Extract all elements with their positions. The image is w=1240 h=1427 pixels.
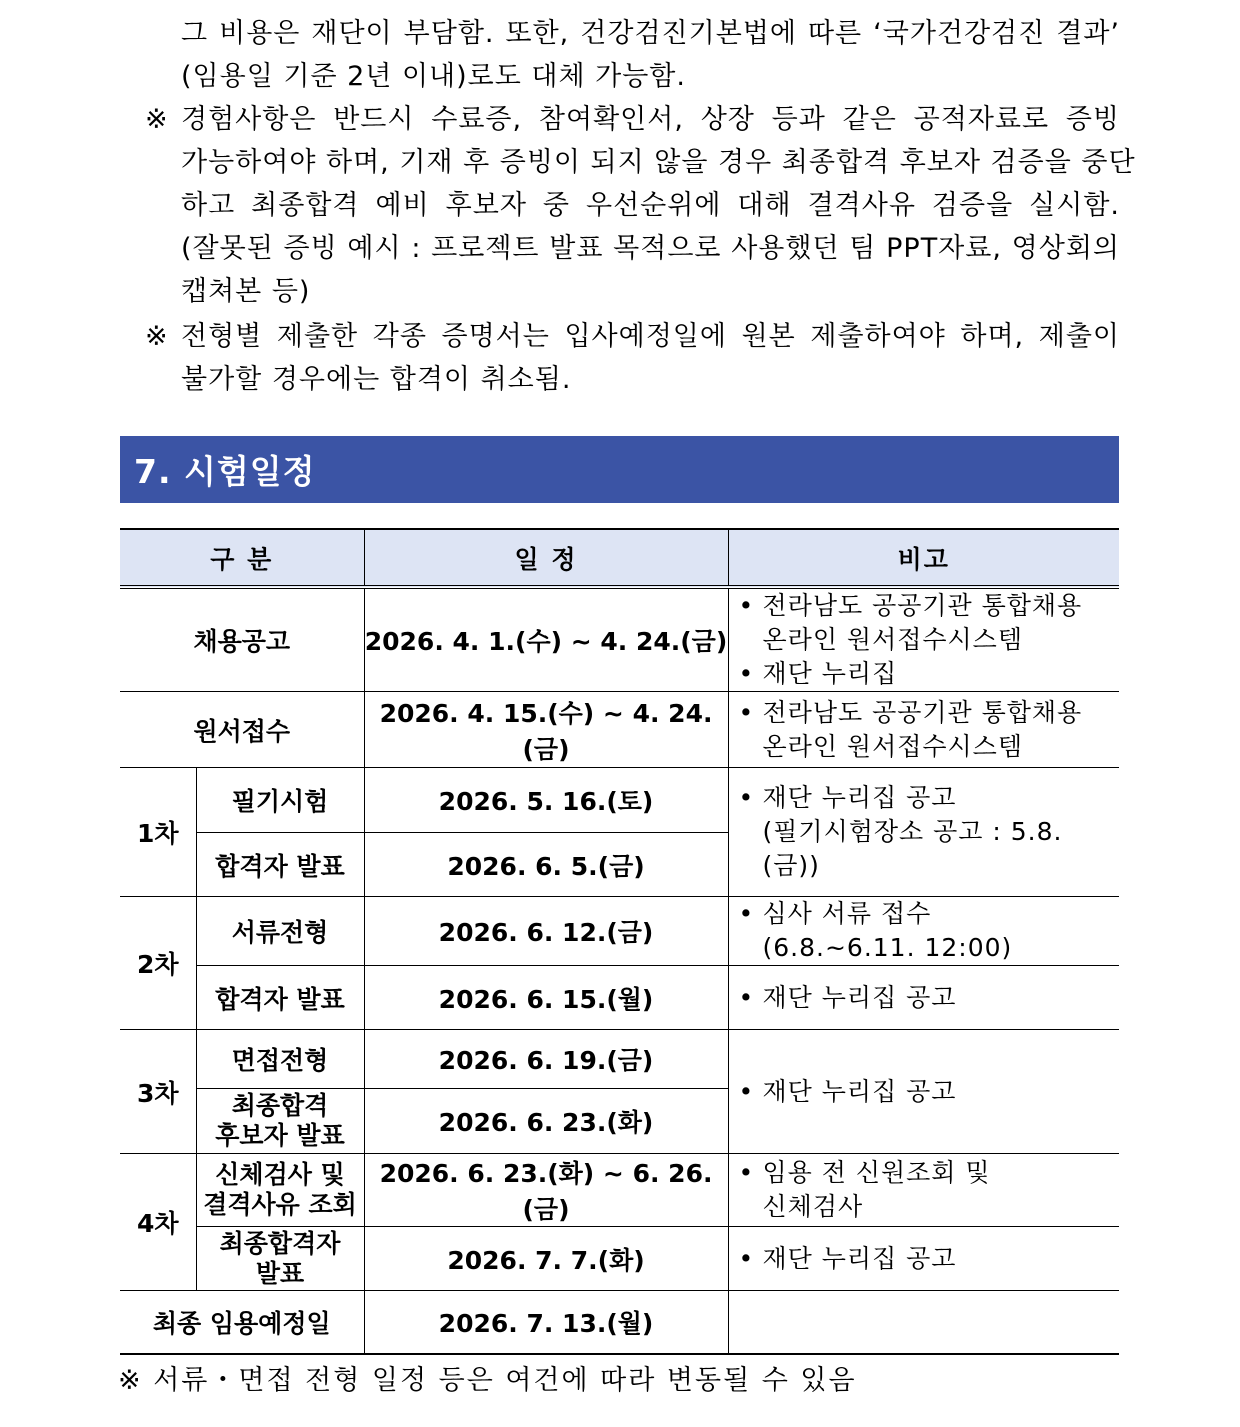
row-label: 면접전형 xyxy=(196,1030,364,1089)
row-label: 합격자 발표 xyxy=(196,966,364,1030)
row-label xyxy=(196,1089,364,1154)
note-line: (잘못된 증빙 예시 : 프로젝트 발표 목적으로 사용했던 팀 PPT자료, 영상회의 xyxy=(181,233,1120,264)
row-label xyxy=(196,1154,364,1227)
note-continuation: 신체검사 xyxy=(762,1192,864,1221)
note-bullet: • 재단 누리집 공고 xyxy=(739,781,1120,815)
note-line: 그 비용은 재단이 부담함. 또한, 건강검진기본법에 따른 ‘국가건강검진 결과’ xyxy=(181,18,1120,49)
row-label: 합격자 발표 xyxy=(196,833,364,897)
row-date: 2026. 7. 13.(월) xyxy=(364,1291,728,1354)
row-label: 서류전형 xyxy=(196,897,364,966)
row-date: 2026. 6. 19.(금) xyxy=(364,1030,728,1089)
note-bullet: • 임용 전 신원조회 및 xyxy=(739,1156,1120,1190)
header-remarks: 비고 xyxy=(728,529,1119,587)
schedule-table xyxy=(120,528,1119,1355)
stage-label: 1차 xyxy=(120,768,196,897)
stage-label: 4차 xyxy=(120,1154,196,1291)
note-paragraph-1 xyxy=(145,12,1120,98)
row-note xyxy=(728,1030,1119,1154)
row-date: 2026. 5. 16.(토) xyxy=(364,768,728,833)
row-label-line: 신체검사 및 xyxy=(215,1160,345,1189)
row-label-line: 최종합격 xyxy=(231,1091,329,1120)
note-continuation: (필기시험장소 공고 : 5.8.(금)) xyxy=(762,817,1063,880)
row-date: 2026. 4. 1.(수) ~ 4. 24.(금) xyxy=(364,587,728,692)
row-note xyxy=(728,587,1119,692)
note-line: (임용일 기준 2년 이내)로도 대체 가능함. xyxy=(181,61,686,92)
row-note xyxy=(728,897,1119,966)
note-continuation: 온라인 원서접수시스템 xyxy=(762,625,1023,654)
header-category: 구 분 xyxy=(120,529,364,587)
row-date: 2026. 6. 5.(금) xyxy=(364,833,728,897)
stage-label: 3차 xyxy=(120,1030,196,1154)
section-title: 7. 시험일정 xyxy=(134,452,316,491)
table-row xyxy=(120,1291,1119,1354)
note-paragraph-3 xyxy=(145,315,1120,401)
row-note xyxy=(728,692,1119,768)
table-row xyxy=(120,768,1119,833)
note-line: 전형별 제출한 각종 증명서는 입사예정일에 원본 제출하여야 하며, 제출이 xyxy=(181,321,1120,352)
stage-label: 2차 xyxy=(120,897,196,1030)
row-date: 2026. 6. 23.(화) ~ 6. 26.(금) xyxy=(364,1154,728,1227)
row-date: 2026. 6. 12.(금) xyxy=(364,897,728,966)
note-paragraph-2 xyxy=(145,98,1136,313)
table-row xyxy=(120,897,1119,966)
row-label xyxy=(196,1227,364,1291)
note-bullet: • 심사 서류 접수 xyxy=(739,897,1120,931)
row-note-empty xyxy=(728,1291,1119,1354)
note-line: 가능하여야 하며, 기재 후 증빙이 되지 않을 경우 최종합격 후보자 검증을 중단 xyxy=(181,147,1136,178)
row-note xyxy=(728,1227,1119,1291)
row-label-line: 결격사유 조회 xyxy=(203,1190,357,1219)
schedule-footnote: ※ 서류・면접 전형 일정 등은 여건에 따라 변동될 수 있음 xyxy=(118,1365,857,1396)
note-bullet: • 전라남도 공공기관 통합채용 xyxy=(739,696,1120,730)
table-header-row xyxy=(120,529,1119,587)
section-header xyxy=(120,436,1119,503)
note-continuation: (6.8.~6.11. 12:00) xyxy=(762,933,1013,962)
row-date: 2026. 7. 7.(화) xyxy=(364,1227,728,1291)
row-label: 원서접수 xyxy=(120,692,364,768)
header-schedule: 일 정 xyxy=(364,529,728,587)
note-continuation: 온라인 원서접수시스템 xyxy=(762,731,1023,761)
row-note xyxy=(728,1154,1119,1227)
note-bullet: • 재단 누리집 공고 xyxy=(739,1242,1120,1276)
note-bullet: • 재단 누리집 공고 xyxy=(739,1075,1120,1109)
row-note xyxy=(728,768,1119,897)
row-label-line: 최종합격자 xyxy=(219,1228,341,1258)
row-date: 2026. 6. 23.(화) xyxy=(364,1089,728,1154)
reference-mark: ※ xyxy=(145,321,169,352)
row-label: 최종 임용예정일 xyxy=(120,1291,364,1354)
note-line: 캡쳐본 등) xyxy=(181,276,311,307)
note-line: 하고 최종합격 예비 후보자 중 우선순위에 대해 결격사유 검증을 실시함. xyxy=(181,190,1120,221)
row-date: 2026. 4. 15.(수) ~ 4. 24.(금) xyxy=(364,692,728,768)
note-bullet: • 전라남도 공공기관 통합채용 xyxy=(739,589,1120,623)
row-date: 2026. 6. 15.(월) xyxy=(364,966,728,1030)
table-row xyxy=(120,692,1119,768)
reference-mark: ※ xyxy=(145,104,169,135)
table-row xyxy=(120,1154,1119,1227)
table-row xyxy=(120,1030,1119,1089)
table-row xyxy=(120,1227,1119,1291)
row-note xyxy=(728,966,1119,1030)
row-label: 채용공고 xyxy=(120,587,364,692)
note-bullet: • 재단 누리집 xyxy=(739,657,1120,691)
note-line: 불가할 경우에는 합격이 취소됨. xyxy=(181,364,572,395)
table-row xyxy=(120,966,1119,1030)
table-row xyxy=(120,587,1119,692)
note-bullet: • 재단 누리집 공고 xyxy=(739,981,1120,1015)
row-label: 필기시험 xyxy=(196,768,364,833)
row-label-line: 후보자 발표 xyxy=(215,1121,345,1150)
note-line: 경험사항은 반드시 수료증, 참여확인서, 상장 등과 같은 공적자료로 증빙 xyxy=(181,104,1120,135)
row-label-line: 발표 xyxy=(255,1258,305,1288)
